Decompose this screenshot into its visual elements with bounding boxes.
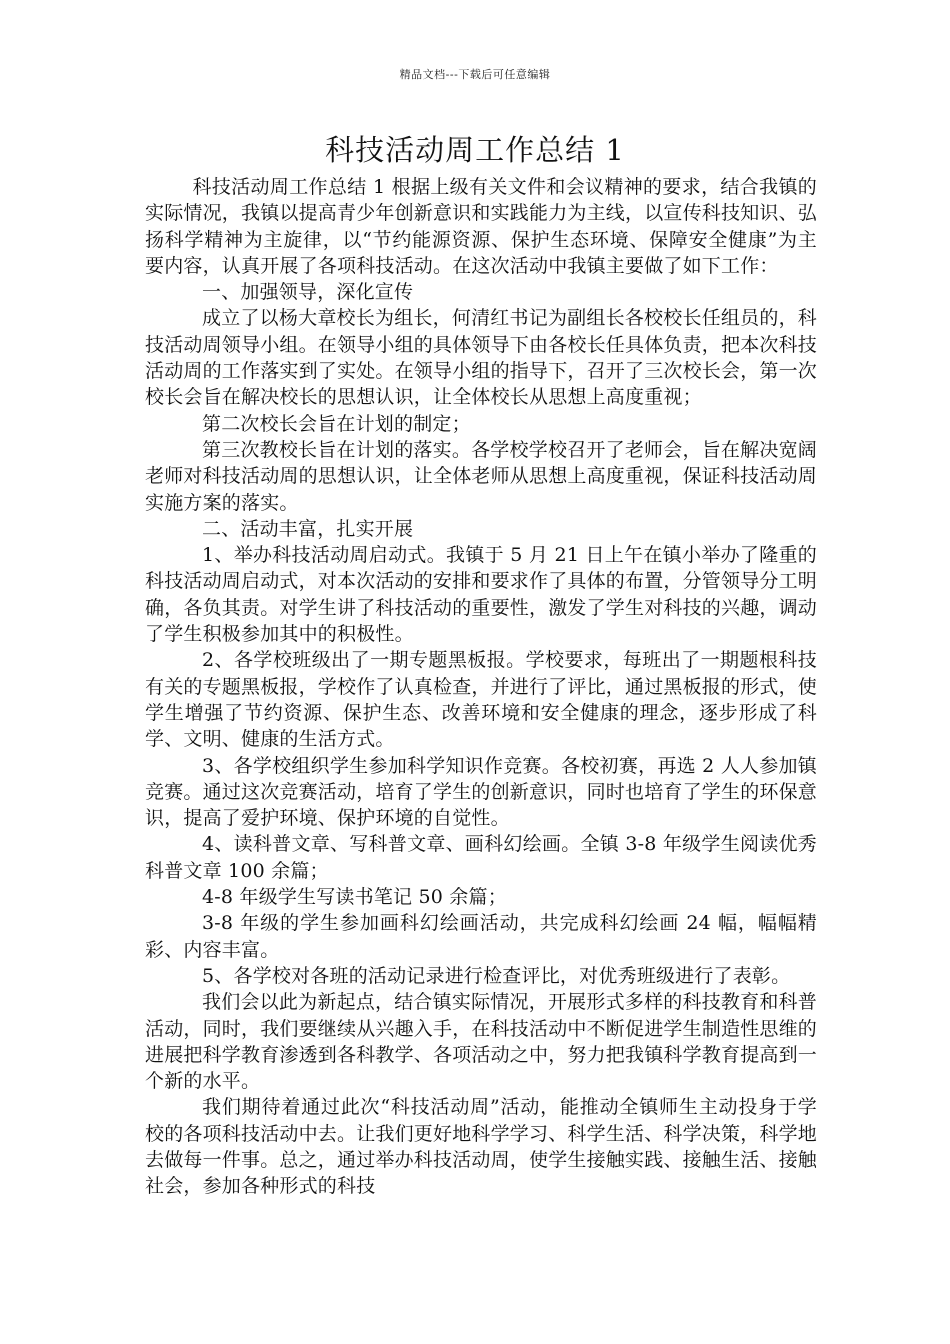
page-title: 科技活动周工作总结 1 [325,133,625,167]
paragraph-item-4-drawings: 3-8 年级的学生参加画科幻绘画活动，共完成科幻绘画 24 幅，幅幅精彩、内容丰富。 [145,912,817,961]
paragraph-closing: 我们期待着通过此次“科技活动周”活动，能推动全镇师生主动投身于学校的各项科技活动中去。让我们更好地科学学习、科学生活、科学决策，科学地去做每一件事。总之，通过举办科技活动周，使学生接触实践、接触生活、接触社会，参加各种形式的科技 [145,1096,818,1198]
section-heading-1: 一、加强领导，深化宣传 [202,281,414,304]
document-body [145,174,817,1200]
paragraph-item-3: 3、各学校组织学生参加科学知识作竞赛。各校初赛，再选 2 人人参加镇竞赛。通过这次竞赛活动，培育了学生的创新意识，同时也培育了学生的环保意识，提高了爱护环境、保护环境的自觉性。 [145,754,818,830]
paragraph-intro: 科技活动周工作总结 1 根据上级有关文件和会议精神的要求，结合我镇的实际情况，我镇以提高青少年创新意识和实践能力为主线，以宣传科技知识、弘扬科学精神为主旋律，以“节约能源资源、保护生态环境、保障安全健康”为主要内容，认真开展了各项科技活动。在这次活动中我镇主要做了如下工作： [145,176,818,277]
paragraph-item-4: 4、读科普文章、写科普文章、画科幻绘画。全镇 3-8 年级学生阅读优秀科普文章 100 余篇； [145,833,817,882]
header-note: 精品文档---下载后可任意编辑 [399,68,551,81]
paragraph-item-1: 1、举办科技活动周启动式。我镇于 5 月 21 日上午在镇小举办了隆重的科技活动周启动式，对本次活动的安排和要求作了具体的布置，分管领导分工明确，各负其责。对学生讲了科技活动的重要性，激发了学生对科技的兴趣，调动了学生积极参加其中的积极性。 [145,544,818,646]
section-heading-2: 二、活动丰富，扎实开展 [202,517,414,540]
paragraph-third-meeting: 第三次教校长旨在计划的落实。各学校学校召开了老师会，旨在解决宽阔老师对科技活动周的思想认识，让全体老师从思想上高度重视，保证科技活动周实施方案的落实。 [145,438,818,514]
paragraph-item-4-notes: 4-8 年级学生写读书笔记 50 余篇； [202,886,507,909]
paragraph-outlook: 我们会以此为新起点，结合镇实际情况，开展形式多样的科技教育和科普活动，同时，我们要继续从兴趣入手，在科技活动中不断促进学生制造性思维的进展把科学教育渗透到各科教学、各项活动之中，努力把我镇科学教育提高到一个新的水平。 [145,991,818,1093]
paragraph-second-meeting: 第二次校长会旨在计划的制定； [202,412,471,435]
paragraph-item-5: 5、各学校对各班的活动记录进行检查评比，对优秀班级进行了表彰。 [202,964,791,987]
paragraph-leadership: 成立了以杨大章校长为组长，何清红书记为副组长各校校长任组员的，科技活动周领导小组。在领导小组的具体领导下由各校长任具体负责，把本次科技活动周的工作落实到了实处。在领导小组的指导下，召开了三次校长会，第一次校长会旨在解决校长的思想认识，让全体校长从思想上高度重视； [145,307,818,409]
paragraph-item-2: 2、各学校班级出了一期专题黑板报。学校要求，每班出了一期题根科技有关的专题黑板报，学校作了认真检查，并进行了评比，通过黑板报的形式，使学生增强了节约资源、保护生态、改善环境和安全健康的理念，逐步形成了科学、文明、健康的生活方式。 [145,649,818,751]
